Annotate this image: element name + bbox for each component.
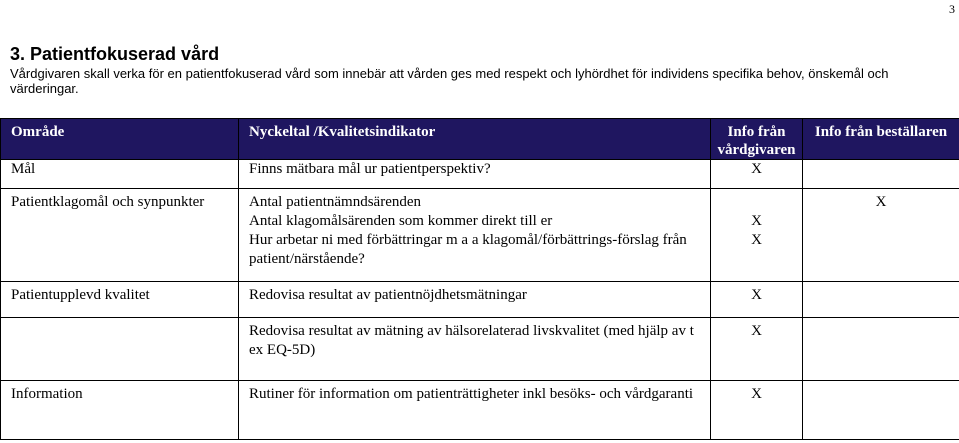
provider-mark: X [751, 232, 762, 248]
row-area [1, 318, 238, 322]
section-intro: Vårdgivaren skall verka för en patientfokuserad vård som innebär att vården ges med respekt och lyhördhet för individens specifika behov, önskemål och värderingar. [10, 66, 889, 96]
row-indicator: Antal patientnämndsärenden [249, 194, 422, 210]
section-heading: 3. Patientfokuserad vård [10, 44, 220, 64]
provider-mark: X [751, 161, 762, 177]
purchaser-mark: X [875, 194, 887, 210]
row-area: Patientklagomål och synpunkter [11, 194, 205, 210]
header-purchaser-info: Info från beställaren [803, 119, 959, 160]
page-number: 3 [949, 2, 955, 16]
row-area: Patientupplevd kvalitet [11, 287, 150, 303]
table-row [1, 381, 959, 440]
header-provider-info: Info från vårdgivaren [711, 119, 803, 160]
provider-mark: X [751, 287, 762, 303]
provider-mark [711, 193, 802, 212]
purchaser-mark [803, 381, 959, 385]
row-indicator: Finns mätbara mål ur patientperspektiv? [249, 161, 491, 177]
row-area: Mål [11, 161, 36, 177]
row-indicator: Redovisa resultat av patientnöjdhetsmätningar [249, 287, 527, 303]
purchaser-mark [803, 318, 959, 322]
table-row [1, 160, 959, 189]
row-area: Information [11, 386, 83, 402]
row-indicator: Redovisa resultat av mätning av hälsorelaterad livskvalitet (med hjälp av t ex EQ-5D) [249, 323, 694, 358]
provider-mark: X [751, 213, 762, 229]
quality-indicator-table [0, 118, 959, 440]
header-indicator: Nyckeltal /Kvalitetsindikator [239, 119, 711, 160]
purchaser-mark [803, 282, 959, 286]
provider-mark: X [751, 323, 762, 339]
table-row [1, 318, 959, 381]
table-row [1, 282, 959, 318]
row-indicator: Rutiner för information om patienträttigheter inkl besöks- och vårdgaranti [249, 386, 694, 402]
table-header-row [1, 119, 959, 160]
provider-mark: X [751, 386, 762, 402]
row-indicator: Antal klagomålsärenden som kommer direkt till er [249, 213, 553, 229]
table-row [1, 189, 959, 282]
header-area: Område [1, 119, 239, 160]
row-indicator: Hur arbetar ni med förbättringar m a a klagomål/förbättrings-förslag från patient/närstående? [249, 232, 687, 267]
